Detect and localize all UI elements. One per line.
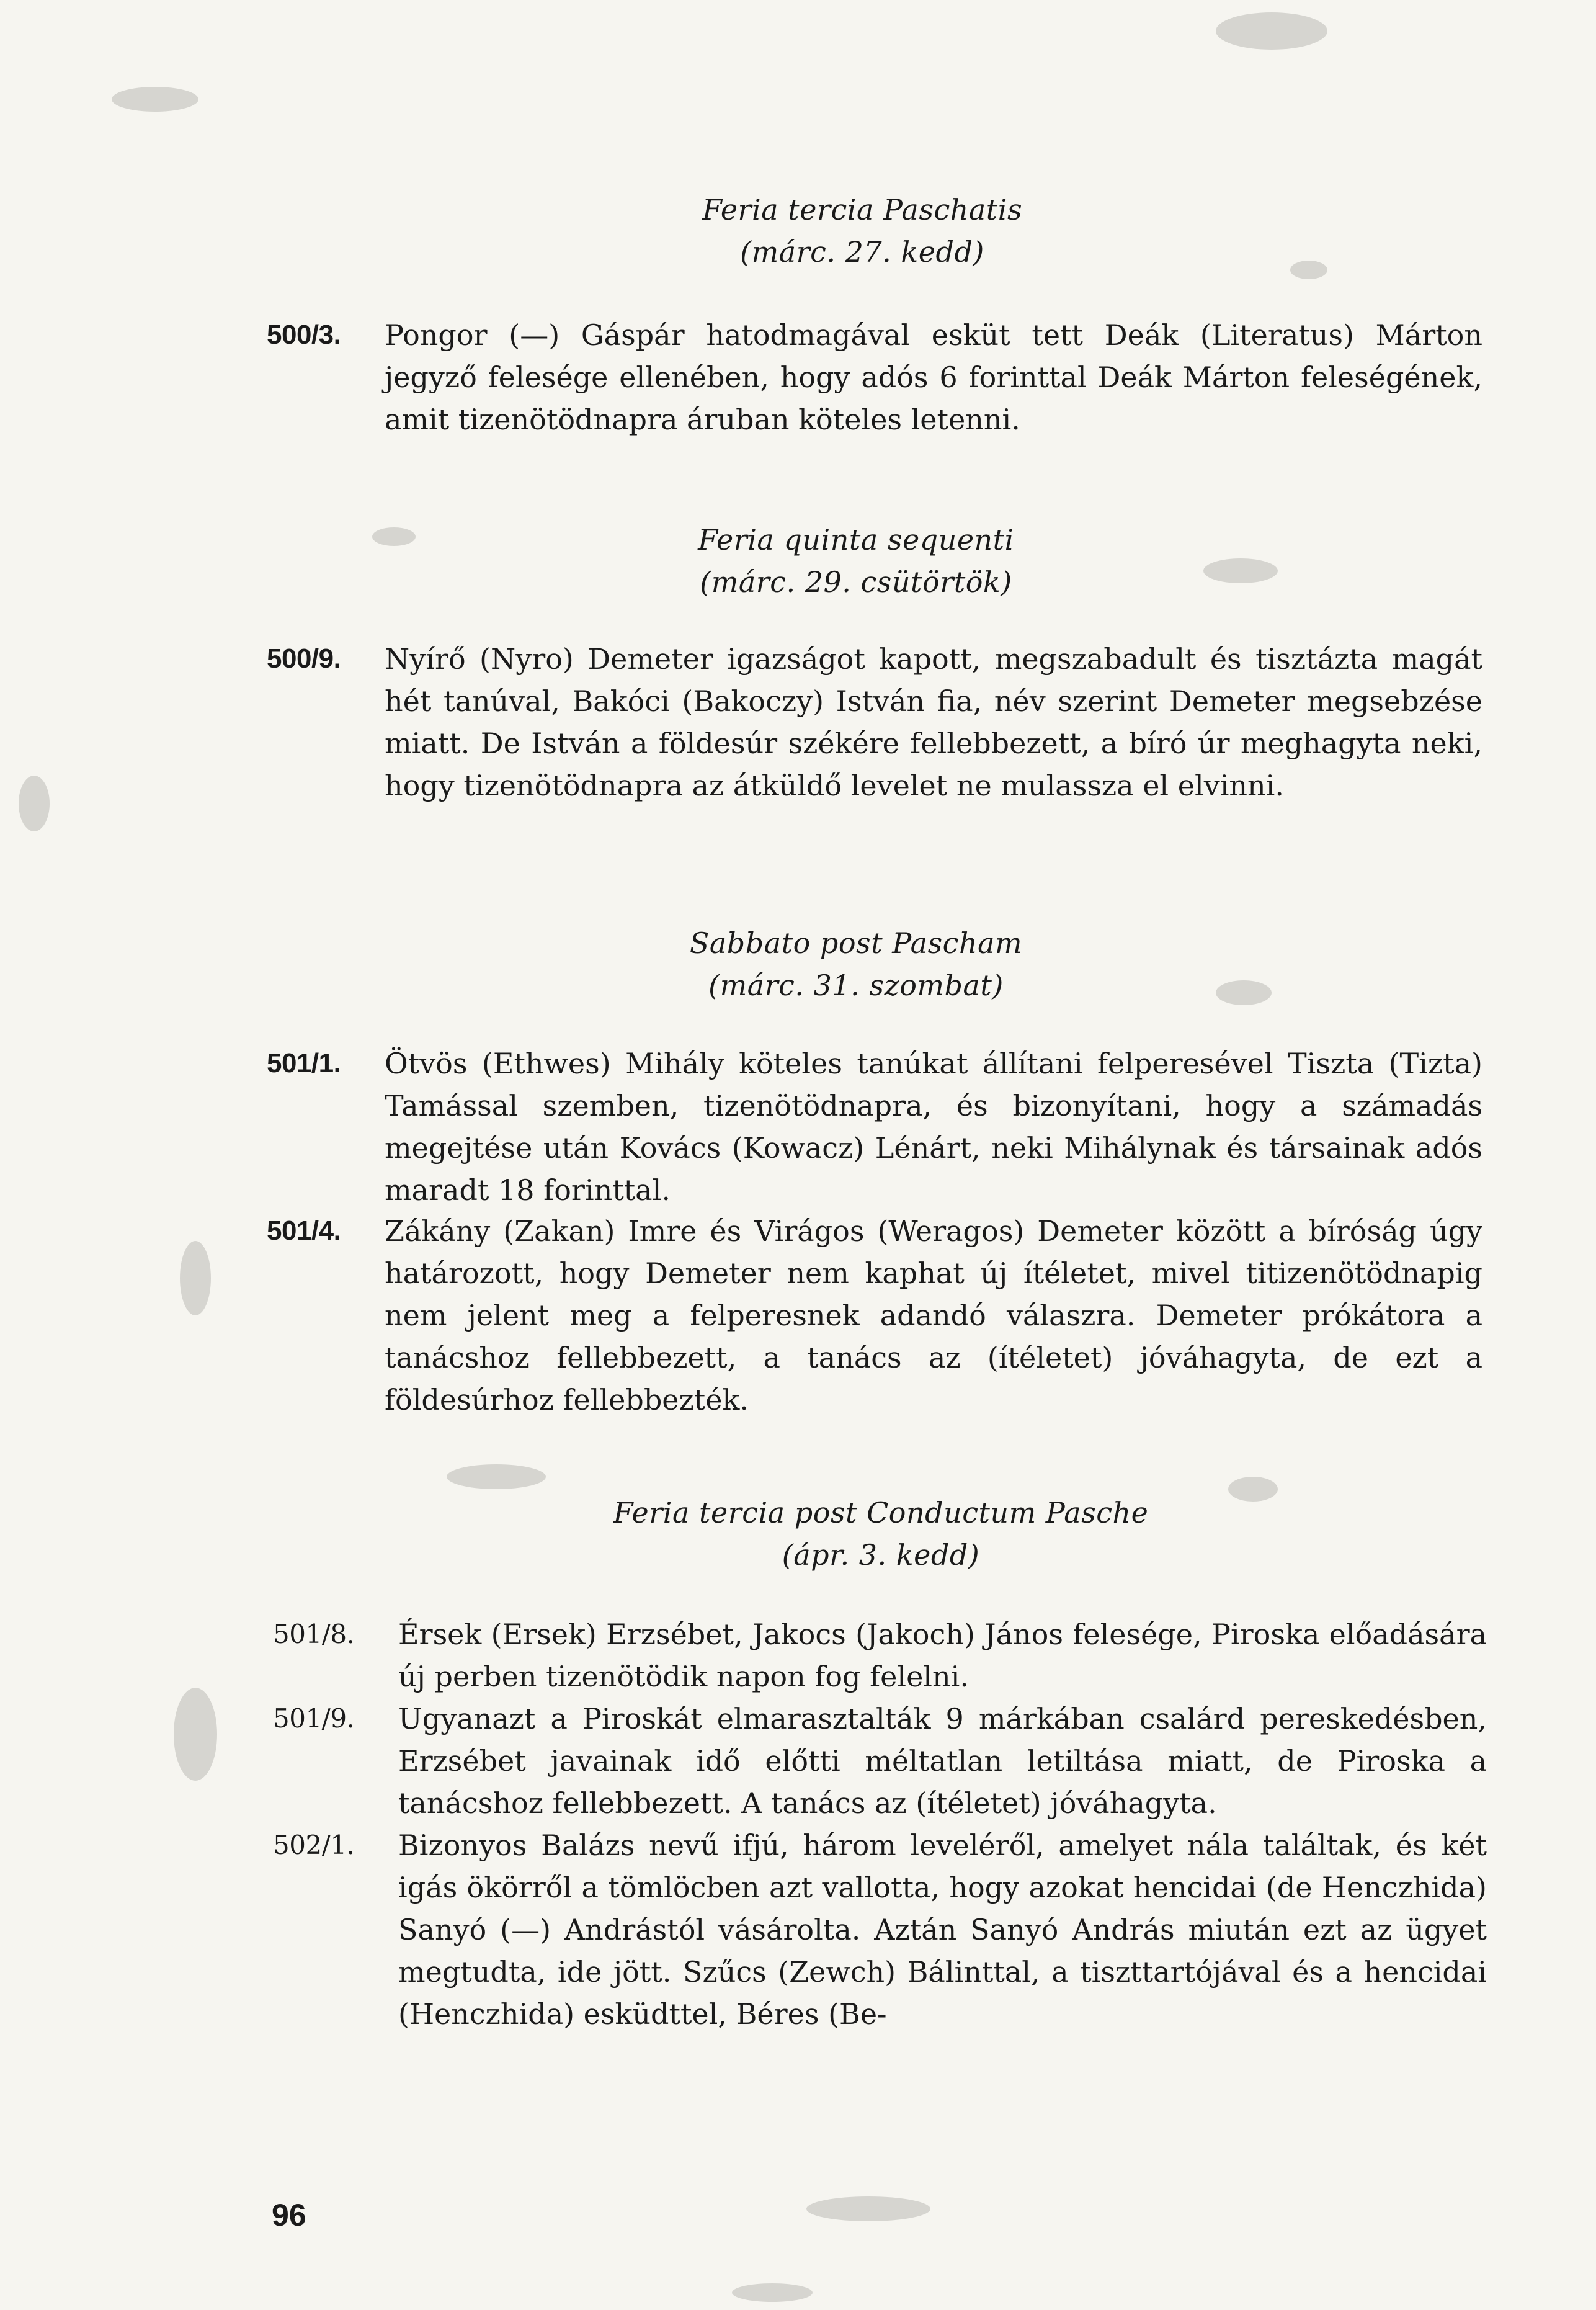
entry-text: Pongor (—) Gáspár hatodmagával esküt tett Deák (Literatus) Márton jegyző felesége ellenében, hogy adós 6 forinttal Deák Márton feleségének, amit tizenötödnapra áruban köteles letenni.: [385, 318, 1482, 436]
section-heading: [571, 1492, 1191, 1576]
entry-text: Zákány (Zakan) Imre és Virágos (Weragos) Demeter között a bíróság úgy határozott, hogy Demeter nem kaphat új ítéletet, mivel titizenötödnapig nem jelent meg a felperesnek adandó válaszra. Demeter prókátora a tanácshoz fellebbezett, a tanács az (ítéletet) jóváhagyta, de ezt a földesúrhoz fellebbezték.: [385, 1214, 1482, 1417]
page-number: 96: [272, 2198, 306, 2232]
scan-speck: [372, 527, 416, 546]
entry-number: 501/9.: [273, 1703, 355, 1734]
heading-date: (ápr. 3. kedd): [782, 1538, 980, 1572]
section-heading: [670, 519, 1042, 603]
entry-number: 501/8.: [273, 1619, 355, 1649]
heading-title: Feria tercia Paschatis: [702, 193, 1023, 226]
heading-title: Feria tercia post Conductum Pasche: [613, 1496, 1149, 1529]
scan-speck: [1203, 558, 1278, 583]
entry-text: Ötvös (Ethwes) Mihály köteles tanúkat állítani felperesével Tiszta (Tizta) Tamással szemben, tizenötödnapra, és bizonyítani, hogy a számadás megejtése után Kovács (Kowacz) Lénárt, neki Mihálynak és társainak adós maradt 18 forinttal.: [385, 1047, 1482, 1207]
scan-speck: [112, 87, 198, 112]
entry-number: 500/9.: [267, 643, 341, 674]
scan-speck: [1228, 1477, 1278, 1502]
scan-speck: [732, 2283, 813, 2302]
entry-text: Nyírő (Nyro) Demeter igazságot kapott, megszabadult és tisztázta magát hét tanúval, Bakóci (Bakoczy) István fia, név szerint Demeter megsebzése miatt. De István a földesúr székére fellebbezett, a bíró úr meghagyta neki, hogy tizenötödnapra az átküldő levelet ne mulassza el elvinni.: [385, 642, 1482, 802]
scan-speck: [180, 1241, 211, 1315]
heading-date: (márc. 31. szombat): [708, 969, 1004, 1002]
heading-date: (márc. 29. csütörtök): [700, 565, 1012, 599]
scan-speck: [1216, 980, 1272, 1005]
entry-text: Bizonyos Balázs nevű ifjú, három leveléről, amelyet nála találtak, és két igás ökörről a tömlöcben azt vallotta, hogy azokat hencidai (de Henczhida) Sanyó (—) Andrástól vásárolta. Aztán Sanyó András miután ezt az ügyet megtudta, ide jött. Szűcs (Zewch) Bálinttal, a tiszttartójával és a hencidai (Henczhida) esküdttel, Béres (Be-: [398, 1829, 1487, 2031]
scan-speck: [19, 776, 50, 831]
section-heading: [670, 922, 1042, 1006]
entry-number: 501/1.: [267, 1048, 341, 1078]
entry-text: Érsek (Ersek) Erzsébet, Jakocs (Jakoch) János felesége, Piroska előadására új perben tizenötödik napon fog felelni.: [398, 1618, 1487, 1693]
scan-speck: [806, 2196, 930, 2221]
heading-title: Sabbato post Pascham: [689, 926, 1023, 960]
heading-date: (márc. 27. kedd): [740, 235, 984, 269]
entry-number: 501/4.: [267, 1215, 341, 1246]
entry-number: 502/1.: [273, 1830, 355, 1860]
scan-speck: [447, 1464, 546, 1489]
scan-speck: [1216, 12, 1327, 50]
scan-speck: [1290, 261, 1327, 279]
entry-text: Ugyanazt a Piroskát elmarasztalták 9 márkában csalárd pereskedésben, Erzsébet javainak idő előtti méltatlan letiltása miatt, de Piroska a tanácshoz fellebbezett. A tanács az (ítéletet) jóváhagyta.: [398, 1702, 1487, 1820]
scan-speck: [174, 1688, 217, 1781]
heading-title: Feria quinta sequenti: [698, 523, 1014, 557]
section-heading: [676, 189, 1048, 273]
entry-number: 500/3.: [267, 320, 341, 350]
